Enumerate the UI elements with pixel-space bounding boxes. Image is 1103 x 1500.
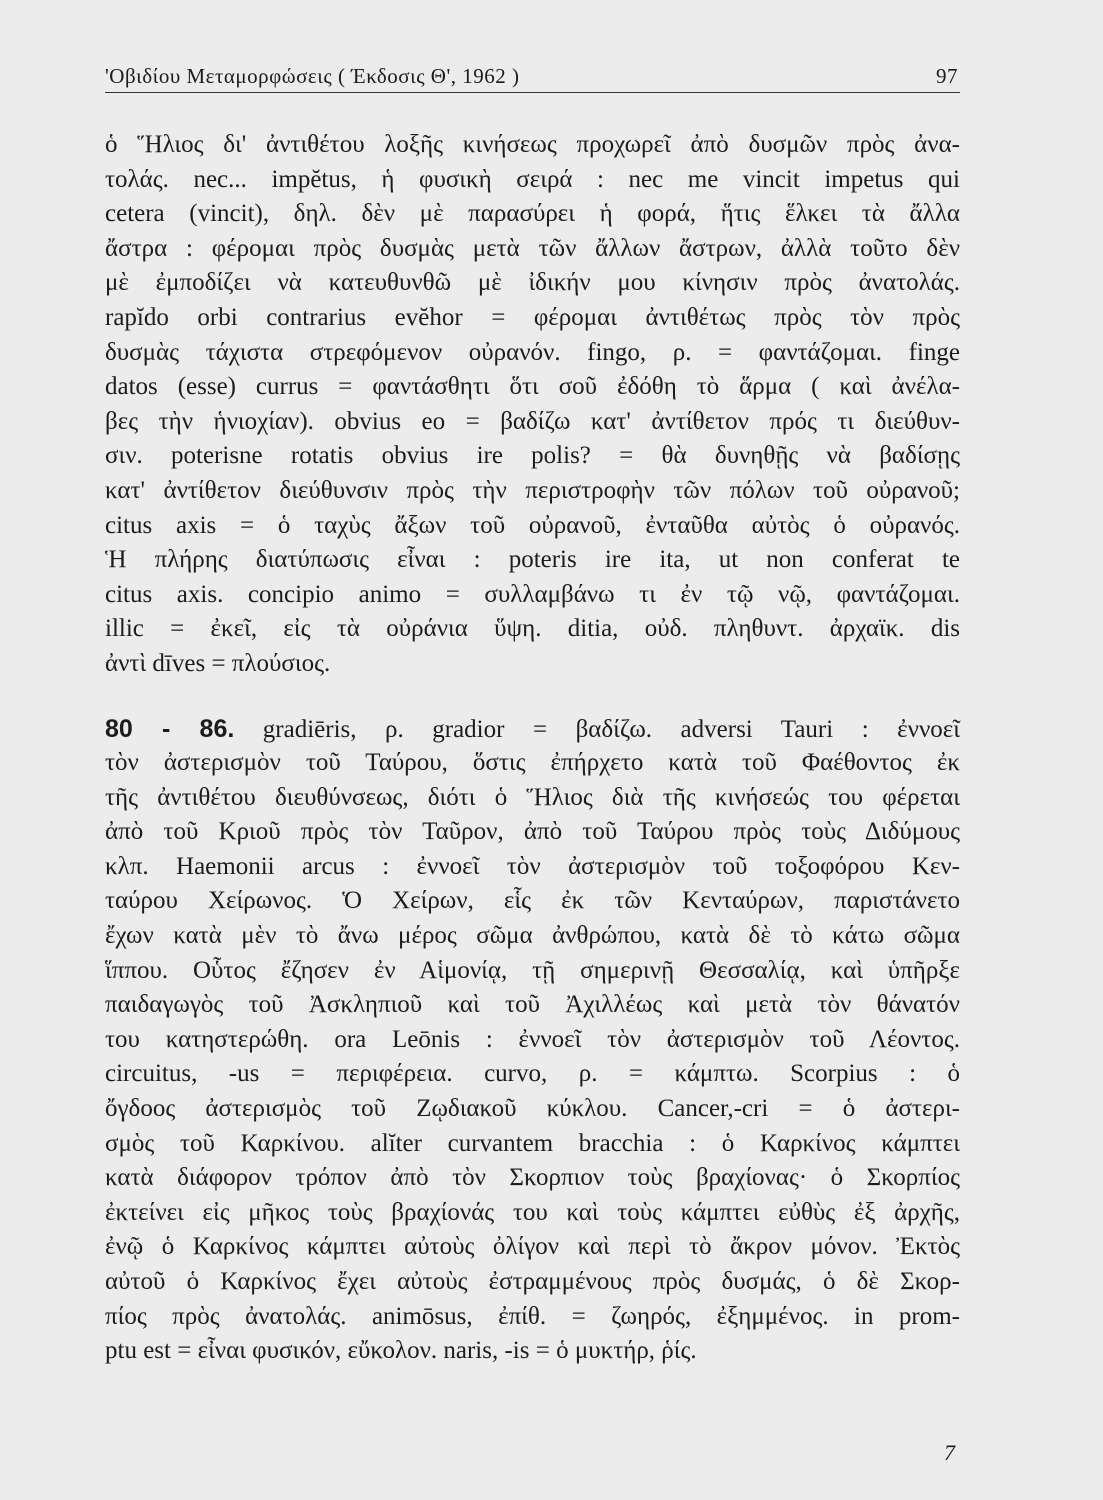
text-line: σιν. poterisne rotatis obvius ire polis? = θὰ δυνηθῇς νὰ βαδίσῃς <box>105 442 960 470</box>
text-line: ἔχων κατὰ μὲν τὸ ἄνω μέρος σῶμα ἀνθρώπου, κατὰ δὲ τὸ κάτω σῶμα <box>105 922 960 950</box>
signature-mark: 7 <box>944 1440 955 1465</box>
text-line: circuitus, -us = περιφέρεια. curvo, ρ. = κάμπτω. Scorpius : ὁ <box>105 1060 960 1088</box>
text-line: βες τὴν ἡνιοχίαν). obvius eo = βαδίζω κατ' ἀντίθετον πρός τι διεύθυν- <box>105 407 960 435</box>
text-line: παιδαγωγὸς τοῦ Ἀσκληπιοῦ καὶ τοῦ Ἀχιλλέως καὶ μετὰ τὸν θάνατόν <box>105 991 960 1019</box>
paragraph-1 <box>105 128 960 682</box>
text-line: τὸν ἀστερισμὸν τοῦ Ταύρου, ὅστις ἐπήρχετο κατὰ τοῦ Φαέθοντος ἐκ <box>105 749 960 777</box>
text-line: rapĭdo orbi contrarius evĕhor = φέρομαι ἀντιθέτως πρὸς τὸν πρὸς <box>105 303 960 331</box>
text-line: illic = ἐκεῖ, εἰς τὰ οὐράνια ὕψη. ditia, οὐδ. πληθυντ. ἀρχαϊκ. dis <box>105 615 960 643</box>
text-line: ἵππου. Οὗτος ἔζησεν ἐν Αἱμονίᾳ, τῇ σημερινῇ Θεσσαλίᾳ, καὶ ὑπῆρξε <box>105 956 960 984</box>
text-line: αὐτοῦ ὁ Καρκίνος ἔχει αὐτοὺς ἐστραμμένους πρὸς δυσμάς, ὁ δὲ Σκορ- <box>105 1268 960 1295</box>
text-line: μὲ ἐμποδίζει νὰ κατευθυνθῶ μὲ ἰδικήν μου κίνησιν πρὸς ἀνατολάς. <box>105 269 960 297</box>
paragraph-2-lines <box>105 746 960 1369</box>
line-text: gradiēris, ρ. gradior = βαδίζω. adversi Tauri : ἐννοεῖ <box>234 715 960 743</box>
text-line: ἀντὶ dīves = πλούσιος. <box>105 649 331 677</box>
text-line: σμὸς τοῦ Καρκίνου. alĭter curvantem bracchia : ὁ Καρκίνος κάμπτει <box>105 1129 960 1157</box>
header-title: 'Οβιδίου Μεταμορφώσεις ( Έκδοσις Θ', 1962 ) <box>105 64 520 88</box>
text-line: citus axis. concipio animo = συλλαμβάνω τι ἐν τῷ νῷ, φαντάζομαι. <box>105 580 960 608</box>
text-line: κλπ. Haemonii arcus : ἐννοεῖ τὸν ἀστερισμὸν τοῦ τοξοφόρου Κεν- <box>105 852 960 880</box>
text-line: ἄστρα : φέρομαι πρὸς δυσμὰς μετὰ τῶν ἄλλων ἄστρων, ἀλλὰ τοῦτο δὲν <box>105 234 960 262</box>
text-line: ὁ Ἥλιος δι' ἀντιθέτου λοξῆς κινήσεως προχωρεῖ ἀπὸ δυσμῶν πρὸς ἀνα- <box>105 131 960 158</box>
paragraph-2 <box>105 712 960 1369</box>
text-line: cetera (vincit), δηλ. δὲν μὲ παρασύρει ἡ φορά, ἥτις ἕλκει τὰ ἄλλα <box>105 200 960 228</box>
text-line: ἐκτείνει εἰς μῆκος τοὺς βραχίονάς του καὶ τοὺς κάμπτει εὐθὺς ἐξ ἀρχῆς, <box>105 1198 960 1226</box>
text-line: κατὰ διάφορον τρόπον ἀπὸ τὸν Σκορπιον τοὺς βραχίονας· ὁ Σκορπίος <box>105 1164 960 1192</box>
text-line: ἐνῷ ὁ Καρκίνος κάμπτει αὐτοὺς ὀλίγον καὶ περὶ τὸ ἄκρον μόνον. Ἐκτὸς <box>105 1233 960 1261</box>
text-line: δυσμὰς τάχιστα στρεφόμενον οὐρανόν. fingo, ρ. = φαντάζομαι. finge <box>105 338 960 366</box>
text-line: citus axis = ὁ ταχὺς ἄξων τοῦ οὐρανοῦ, ἐνταῦθα αὐτὸς ὁ οὐρανός. <box>105 511 960 539</box>
text-line: Ἡ πλήρης διατύπωσις εἶναι : poteris ire ita, ut non conferat te <box>105 546 960 574</box>
verse-range: 80 - 86. <box>105 714 235 743</box>
running-header <box>105 58 960 93</box>
text-line: ptu est = εἶναι φυσικόν, εὔκολον. naris, -is = ὁ μυκτήρ, ῥίς. <box>105 1337 697 1365</box>
main-text <box>105 128 960 1369</box>
text-line: ταύρου Χείρωνος. Ὁ Χείρων, εἷς ἐκ τῶν Κενταύρων, παριστάνετο <box>105 887 960 915</box>
text-line: του κατηστερώθη. ora Leōnis : ἐννοεῖ τὸν ἀστερισμὸν τοῦ Λέοντος. <box>105 1025 960 1053</box>
text-line: ὄγδοος ἀστερισμὸς τοῦ Ζῳδιακοῦ κύκλου. Cancer,-cri = ὁ ἀστερι- <box>105 1095 960 1123</box>
text-line <box>105 712 960 747</box>
text-line: κατ' ἀντίθετον διεύθυνσιν πρὸς τὴν περιστροφὴν τῶν πόλων τοῦ οὐρανοῦ; <box>105 476 960 504</box>
page-number: 97 <box>936 64 958 88</box>
text-line: τολάς. nec... impĕtus, ἡ φυσικὴ σειρά : nec me vincit impetus qui <box>105 165 960 193</box>
text-line: τῆς ἀντιθέτου διευθύνσεως, διότι ὁ Ἥλιος διὰ τῆς κινήσεώς του φέρεται <box>105 783 960 811</box>
text-line: datos (esse) currus = φαντάσθητι ὅτι σοῦ ἐδόθη τὸ ἅρμα ( καὶ ἀνέλα- <box>105 373 960 401</box>
text-line: ἀπὸ τοῦ Κριοῦ πρὸς τὸν Ταῦρον, ἀπὸ τοῦ Ταύρου πρὸς τοὺς Διδύμους <box>105 818 960 846</box>
text-line: πίος πρὸς ἀνατολάς. animōsus, ἐπίθ. = ζωηρός, ἐξημμένος. in prom- <box>105 1302 960 1330</box>
